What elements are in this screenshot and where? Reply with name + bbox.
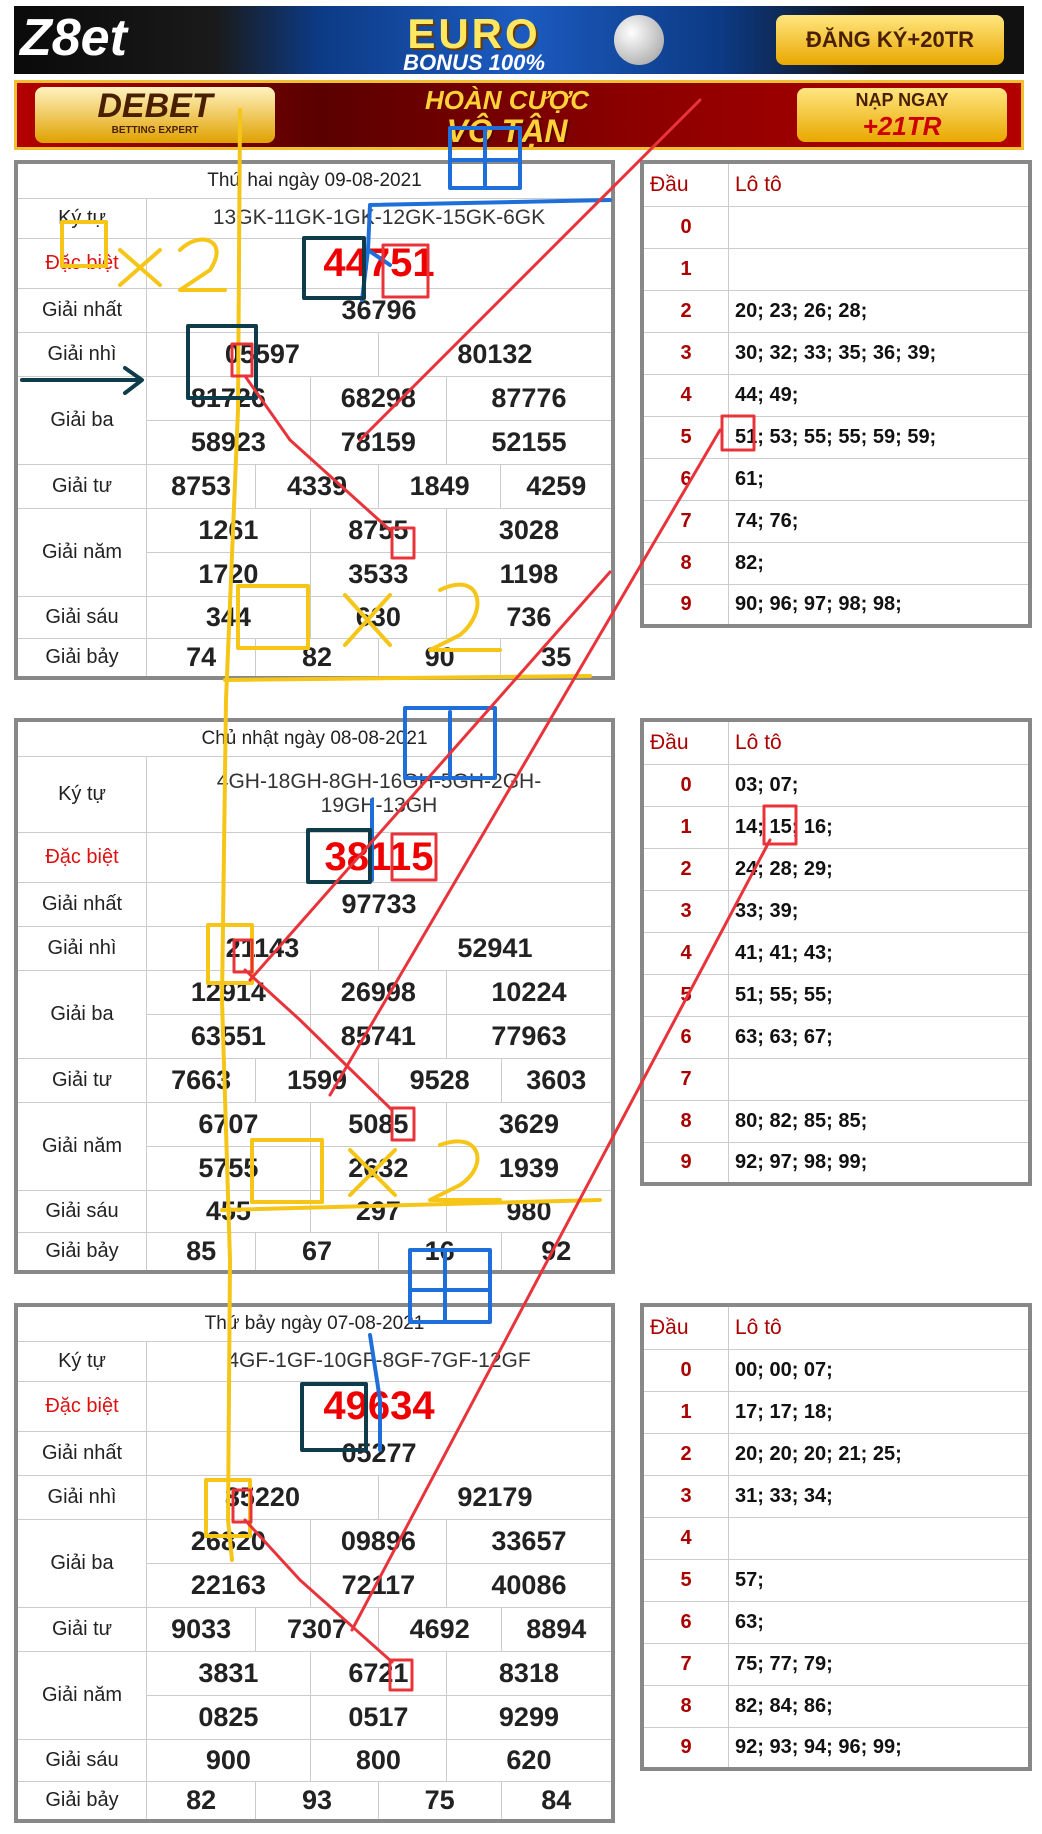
- seventh-prize-number: 92: [501, 1232, 613, 1272]
- loto-values: 51; 53; 55; 55; 59; 59;: [729, 416, 1031, 458]
- loto-head-digit: 7: [642, 500, 729, 542]
- loto-values: 80; 82; 85; 85;: [729, 1100, 1031, 1142]
- debet-logo-text: DEBET: [97, 87, 213, 125]
- fifth-prize-number: 6721: [310, 1651, 446, 1695]
- row-label: Giải sáu: [16, 596, 147, 638]
- row-label: Giải nhất: [16, 1431, 147, 1475]
- seventh-prize-number: 67: [256, 1232, 379, 1272]
- loto-values: 74; 76;: [729, 500, 1031, 542]
- loto-values: 20; 23; 26; 28;: [729, 290, 1031, 332]
- loto-header-dau: Đầu: [642, 1305, 729, 1349]
- sixth-prize-number: 900: [147, 1739, 311, 1781]
- deposit-line1: NẠP NGAY: [855, 90, 949, 110]
- sixth-prize-number: 800: [310, 1739, 446, 1781]
- seventh-prize-number: 93: [256, 1781, 379, 1821]
- fourth-prize-number: 4692: [378, 1607, 501, 1651]
- loto-head-digit: 8: [642, 1685, 729, 1727]
- third-prize-number: 85741: [310, 1014, 446, 1058]
- seventh-prize-number: 85: [147, 1232, 256, 1272]
- second-prize-number: 21143: [147, 926, 379, 970]
- row-label: Giải nhì: [16, 332, 147, 376]
- special-prize: 44751: [147, 238, 614, 288]
- fifth-prize-number: 0825: [147, 1695, 311, 1739]
- sixth-prize-number: 297: [310, 1190, 446, 1232]
- loto-table: [640, 718, 1032, 1186]
- seventh-prize-number: 74: [147, 638, 256, 678]
- loto-values: 51; 55; 55;: [729, 974, 1031, 1016]
- first-prize: 36796: [147, 288, 614, 332]
- loto-head-digit: 4: [642, 1517, 729, 1559]
- fifth-prize-number: 3028: [446, 508, 613, 552]
- third-prize-number: 22163: [147, 1563, 311, 1607]
- loto-head-digit: 7: [642, 1643, 729, 1685]
- third-prize-number: 58923: [147, 420, 311, 464]
- loto-values: 33; 39;: [729, 890, 1031, 932]
- register-button[interactable]: ĐĂNG KÝ+20TR: [776, 15, 1004, 65]
- fifth-prize-number: 1720: [147, 552, 311, 596]
- sixth-prize-number: 980: [446, 1190, 613, 1232]
- fourth-prize-number: 8753: [147, 464, 256, 508]
- loto-head-digit: 7: [642, 1058, 729, 1100]
- sixth-prize-number: 620: [446, 1739, 613, 1781]
- loto-values: 31; 33; 34;: [729, 1475, 1031, 1517]
- fifth-prize-number: 5755: [147, 1146, 311, 1190]
- debet-banner[interactable]: [14, 80, 1024, 150]
- row-label: Giải nhất: [16, 288, 147, 332]
- loto-values: 57;: [729, 1559, 1031, 1601]
- loto-values: 17; 17; 18;: [729, 1391, 1031, 1433]
- seventh-prize-number: 16: [378, 1232, 501, 1272]
- loto-table: [640, 1303, 1032, 1771]
- fourth-prize-number: 7307: [256, 1607, 379, 1651]
- fifth-prize-number: 8755: [310, 508, 446, 552]
- loto-values: 63; 63; 67;: [729, 1016, 1031, 1058]
- zbet-banner[interactable]: [14, 6, 1024, 74]
- fifth-prize-number: 3831: [147, 1651, 311, 1695]
- deposit-button[interactable]: [797, 88, 1007, 142]
- row-label: Giải tư: [16, 464, 147, 508]
- fifth-prize-number: 5085: [310, 1102, 446, 1146]
- fourth-prize-number: 1599: [256, 1058, 379, 1102]
- seventh-prize-number: 84: [501, 1781, 613, 1821]
- row-label: Giải bảy: [16, 1232, 147, 1272]
- row-label: Ký tự: [16, 1341, 147, 1381]
- banner2-line2: VÔ TẬN: [446, 113, 568, 149]
- row-label: Giải ba: [16, 970, 147, 1058]
- row-label: Giải nhì: [16, 926, 147, 970]
- loto-values: [729, 1058, 1031, 1100]
- football-icon: [614, 15, 664, 65]
- loto-values: [729, 206, 1031, 248]
- loto-values: 63;: [729, 1601, 1031, 1643]
- fifth-prize-number: 1261: [147, 508, 311, 552]
- loto-values: [729, 248, 1031, 290]
- loto-values: 92; 93; 94; 96; 99;: [729, 1727, 1031, 1769]
- first-prize: 05277: [147, 1431, 614, 1475]
- third-prize-number: 72117: [310, 1563, 446, 1607]
- loto-values: 90; 96; 97; 98; 98;: [729, 584, 1031, 626]
- loto-header-dau: Đầu: [642, 162, 729, 206]
- row-label: Giải năm: [16, 1102, 147, 1190]
- second-prize-number: 92179: [378, 1475, 613, 1519]
- row-label: Giải năm: [16, 508, 147, 596]
- fourth-prize-number: 4339: [256, 464, 379, 508]
- row-label: Giải tư: [16, 1607, 147, 1651]
- sixth-prize-number: 630: [310, 596, 446, 638]
- seventh-prize-number: 82: [147, 1781, 256, 1821]
- fourth-prize-number: 8894: [501, 1607, 613, 1651]
- third-prize-number: 10224: [446, 970, 613, 1014]
- loto-header-loto: Lô tô: [729, 720, 1031, 764]
- zbet-logo: Z8et: [20, 9, 127, 67]
- loto-head-digit: 2: [642, 290, 729, 332]
- draw-date: Chủ nhật ngày 08-08-2021: [16, 720, 613, 756]
- third-prize-number: 40086: [446, 1563, 613, 1607]
- fifth-prize-number: 0517: [310, 1695, 446, 1739]
- loto-head-digit: 3: [642, 332, 729, 374]
- sixth-prize-number: 344: [147, 596, 311, 638]
- row-label: Giải năm: [16, 1651, 147, 1739]
- loto-head-digit: 6: [642, 1601, 729, 1643]
- loto-header-loto: Lô tô: [729, 162, 1031, 206]
- row-label: Giải nhất: [16, 882, 147, 926]
- row-label: Giải sáu: [16, 1739, 147, 1781]
- row-label: Ký tự: [16, 198, 147, 238]
- fourth-prize-number: 4259: [501, 464, 613, 508]
- third-prize-number: 87776: [446, 376, 613, 420]
- second-prize-number: 85220: [147, 1475, 379, 1519]
- loto-values: [729, 1517, 1031, 1559]
- fourth-prize-number: 9033: [147, 1607, 256, 1651]
- row-label: Giải ba: [16, 1519, 147, 1607]
- ky-tu-code: 4GH-18GH-8GH-16GH-5GH-2GH-19GH-13GH: [147, 756, 614, 832]
- fifth-prize-number: 6707: [147, 1102, 311, 1146]
- fourth-prize-number: 3603: [501, 1058, 613, 1102]
- row-label: Giải ba: [16, 376, 147, 464]
- row-label: Đặc biệt: [16, 832, 147, 882]
- loto-head-digit: 4: [642, 932, 729, 974]
- fifth-prize-number: 8318: [446, 1651, 613, 1695]
- third-prize-number: 26998: [310, 970, 446, 1014]
- loto-values: 24; 28; 29;: [729, 848, 1031, 890]
- row-label: Giải nhì: [16, 1475, 147, 1519]
- row-label: Đặc biệt: [16, 238, 147, 288]
- loto-head-digit: 6: [642, 1016, 729, 1058]
- loto-values: 00; 00; 07;: [729, 1349, 1031, 1391]
- loto-head-digit: 0: [642, 206, 729, 248]
- loto-head-digit: 6: [642, 458, 729, 500]
- draw-date: Thứ bảy ngày 07-08-2021: [16, 1305, 613, 1341]
- special-prize: 49634: [147, 1381, 614, 1431]
- fifth-prize-number: 3629: [446, 1102, 613, 1146]
- third-prize-number: 77963: [446, 1014, 613, 1058]
- loto-head-digit: 2: [642, 848, 729, 890]
- loto-values: 14; 15; 16;: [729, 806, 1031, 848]
- loto-values: 44; 49;: [729, 374, 1031, 416]
- third-prize-number: 52155: [446, 420, 613, 464]
- banner-headline: EURO: [407, 10, 541, 57]
- draw-date: Thứ hai ngày 09-08-2021: [16, 162, 613, 198]
- loto-head-digit: 1: [642, 806, 729, 848]
- loto-values: 82;: [729, 542, 1031, 584]
- second-prize-number: 80132: [378, 332, 613, 376]
- loto-values: 61;: [729, 458, 1031, 500]
- deposit-line2: +21TR: [862, 111, 942, 141]
- row-label: Giải tư: [16, 1058, 147, 1102]
- debet-logo: [35, 87, 275, 143]
- loto-head-digit: 5: [642, 974, 729, 1016]
- loto-values: 41; 41; 43;: [729, 932, 1031, 974]
- second-prize-number: 52941: [378, 926, 613, 970]
- third-prize-number: 09896: [310, 1519, 446, 1563]
- loto-head-digit: 9: [642, 1727, 729, 1769]
- loto-values: 30; 32; 33; 35; 36; 39;: [729, 332, 1031, 374]
- fourth-prize-number: 7663: [147, 1058, 256, 1102]
- third-prize-number: 63551: [147, 1014, 311, 1058]
- third-prize-number: 68298: [310, 376, 446, 420]
- loto-values: 03; 07;: [729, 764, 1031, 806]
- third-prize-number: 12914: [147, 970, 311, 1014]
- loto-head-digit: 2: [642, 1433, 729, 1475]
- loto-header-dau: Đầu: [642, 720, 729, 764]
- row-label: Giải bảy: [16, 638, 147, 678]
- third-prize-number: 78159: [310, 420, 446, 464]
- loto-head-digit: 3: [642, 890, 729, 932]
- loto-head-digit: 5: [642, 416, 729, 458]
- ky-tu-code: 4GF-1GF-10GF-8GF-7GF-12GF: [147, 1341, 614, 1381]
- loto-values: 75; 77; 79;: [729, 1643, 1031, 1685]
- loto-values: 82; 84; 86;: [729, 1685, 1031, 1727]
- second-prize-number: 05597: [147, 332, 379, 376]
- fifth-prize-number: 2632: [310, 1146, 446, 1190]
- fifth-prize-number: 1939: [446, 1146, 613, 1190]
- loto-values: 92; 97; 98; 99;: [729, 1142, 1031, 1184]
- loto-head-digit: 8: [642, 1100, 729, 1142]
- loto-head-digit: 9: [642, 1142, 729, 1184]
- fourth-prize-number: 1849: [378, 464, 501, 508]
- row-label: Giải sáu: [16, 1190, 147, 1232]
- special-prize: 38115: [147, 832, 614, 882]
- banner-subline: BONUS 100%: [403, 50, 545, 74]
- fifth-prize-number: 1198: [446, 552, 613, 596]
- first-prize: 97733: [147, 882, 614, 926]
- loto-head-digit: 9: [642, 584, 729, 626]
- loto-head-digit: 3: [642, 1475, 729, 1517]
- loto-table: [640, 160, 1032, 628]
- loto-head-digit: 8: [642, 542, 729, 584]
- third-prize-number: 81726: [147, 376, 311, 420]
- seventh-prize-number: 75: [378, 1781, 501, 1821]
- loto-header-loto: Lô tô: [729, 1305, 1031, 1349]
- seventh-prize-number: 90: [378, 638, 501, 678]
- third-prize-number: 26820: [147, 1519, 311, 1563]
- result-table: [14, 1303, 615, 1823]
- result-table: [14, 160, 615, 680]
- loto-head-digit: 1: [642, 1391, 729, 1433]
- row-label: Giải bảy: [16, 1781, 147, 1821]
- third-prize-number: 33657: [446, 1519, 613, 1563]
- fifth-prize-number: 9299: [446, 1695, 613, 1739]
- loto-head-digit: 4: [642, 374, 729, 416]
- seventh-prize-number: 35: [501, 638, 613, 678]
- ky-tu-code: 13GK-11GK-1GK-12GK-15GK-6GK: [147, 198, 614, 238]
- row-label: Ký tự: [16, 756, 147, 832]
- fourth-prize-number: 9528: [378, 1058, 501, 1102]
- result-table: [14, 718, 615, 1274]
- row-label: Đặc biệt: [16, 1381, 147, 1431]
- fifth-prize-number: 3533: [310, 552, 446, 596]
- loto-head-digit: 0: [642, 1349, 729, 1391]
- debet-logo-sub: BETTING EXPERT: [111, 125, 199, 136]
- loto-head-digit: 0: [642, 764, 729, 806]
- sixth-prize-number: 455: [147, 1190, 311, 1232]
- seventh-prize-number: 82: [256, 638, 379, 678]
- loto-head-digit: 1: [642, 248, 729, 290]
- banner2-line1: HOÀN CƯỢC: [424, 85, 590, 115]
- loto-head-digit: 5: [642, 1559, 729, 1601]
- sixth-prize-number: 736: [446, 596, 613, 638]
- loto-values: 20; 20; 20; 21; 25;: [729, 1433, 1031, 1475]
